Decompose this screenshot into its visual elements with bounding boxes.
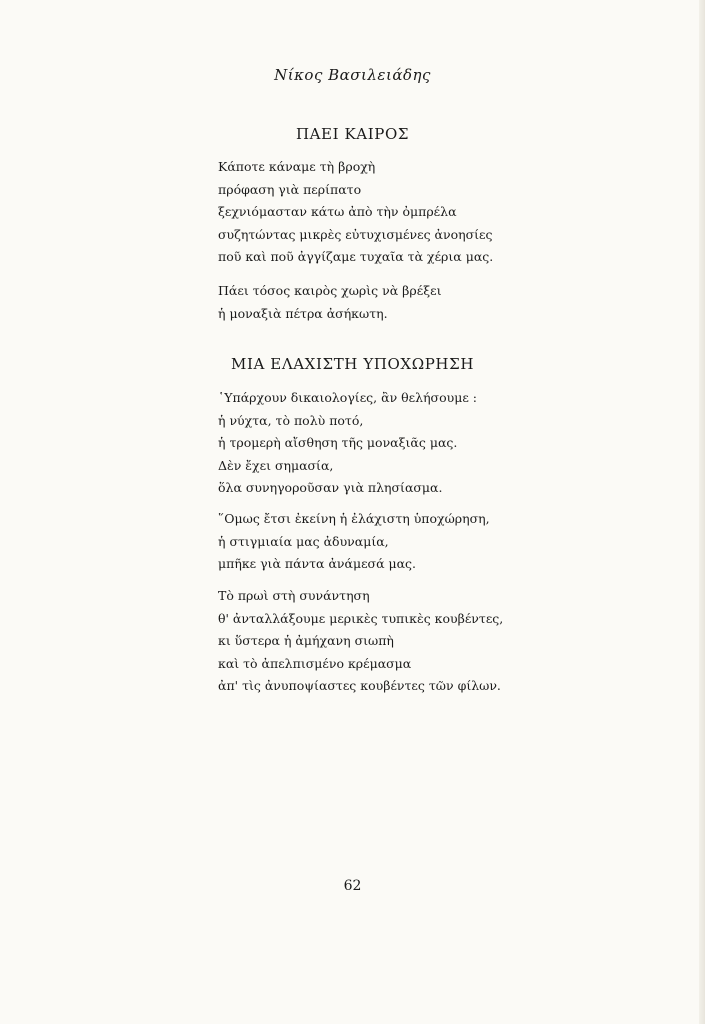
verse-line: μπῆκε γιὰ πάντα ἀνάμεσά μας. bbox=[218, 556, 417, 571]
verse-line: κι ὕστερα ἡ ἀμήχανη σιωπὴ bbox=[218, 633, 394, 648]
verse-line: ὅλα συνηγοροῦσαν γιὰ πλησίασμα. bbox=[218, 480, 443, 495]
verse-line: θ' ἀνταλλάξουμε μερικὲς τυπικὲς κουβέντες, bbox=[218, 610, 504, 626]
verse-line: Δὲν ἔχει σημασία, bbox=[218, 457, 334, 473]
verse-line: Κάποτε κάναμε τὴ βροχὴ bbox=[218, 159, 376, 174]
poem-2-stanza-1 bbox=[218, 387, 477, 500]
verse-line: ἡ στιγμιαία μας ἀδυναμία, bbox=[218, 533, 389, 549]
verse-line: ἡ νύχτα, τὸ πολὺ ποτό, bbox=[218, 412, 364, 428]
verse-line: Τὸ πρωὶ στὴ συνάντηση bbox=[218, 588, 370, 603]
poem-1-stanza-1 bbox=[218, 156, 493, 269]
verse-line: ξεχνιόμασταν κάτω ἀπὸ τὴν ὀμπρέλα bbox=[218, 204, 457, 219]
verse-line: πρόφαση γιὰ περίπατο bbox=[218, 181, 362, 197]
poem-title-2: ΜΙΑ ΕΛΑΧΙΣΤΗ ΥΠΟΧΩΡΗΣΗ bbox=[230, 355, 475, 373]
verse-line: ἡ μοναξιὰ πέτρα ἀσήκωτη. bbox=[218, 305, 388, 321]
verse-line: ἡ τρομερὴ αἴσθηση τῆς μοναξιᾶς μας. bbox=[218, 435, 458, 450]
verse-line: ἀπ' τὶς ἀνυποψίαστες κουβέντες τῶν φίλων. bbox=[218, 678, 501, 693]
verse-line: Πάει τόσος καιρὸς χωρὶς νὰ βρέξει bbox=[218, 283, 442, 298]
verse-line: συζητώντας μικρὲς εὐτυχισμένες ἀνοησίες bbox=[218, 226, 493, 242]
page-edge-shadow bbox=[699, 0, 705, 1024]
verse-line: ῾Υπάρχουν δικαιολογίες, ἂν θελήσουμε : bbox=[218, 390, 477, 405]
page-number: 62 bbox=[343, 878, 362, 894]
verse-line: καὶ τὸ ἀπελπισμένο κρέμασμα bbox=[218, 655, 412, 671]
poem-1-stanza-2 bbox=[218, 280, 442, 325]
poem-title-1: ΠΑΕΙ ΚΑΙΡΟΣ bbox=[295, 125, 410, 143]
verse-line: ποῦ καὶ ποῦ ἀγγίζαμε τυχαῖα τὰ χέρια μας. bbox=[218, 249, 494, 264]
author-name: Νίκος Βασιλειάδης bbox=[274, 66, 431, 84]
poem-2-stanza-3 bbox=[218, 585, 503, 698]
verse-line: ῞Ομως ἔτσι ἐκείνη ἡ ἐλάχιστη ὑποχώρηση, bbox=[218, 511, 490, 526]
poem-2-stanza-2 bbox=[218, 508, 490, 576]
